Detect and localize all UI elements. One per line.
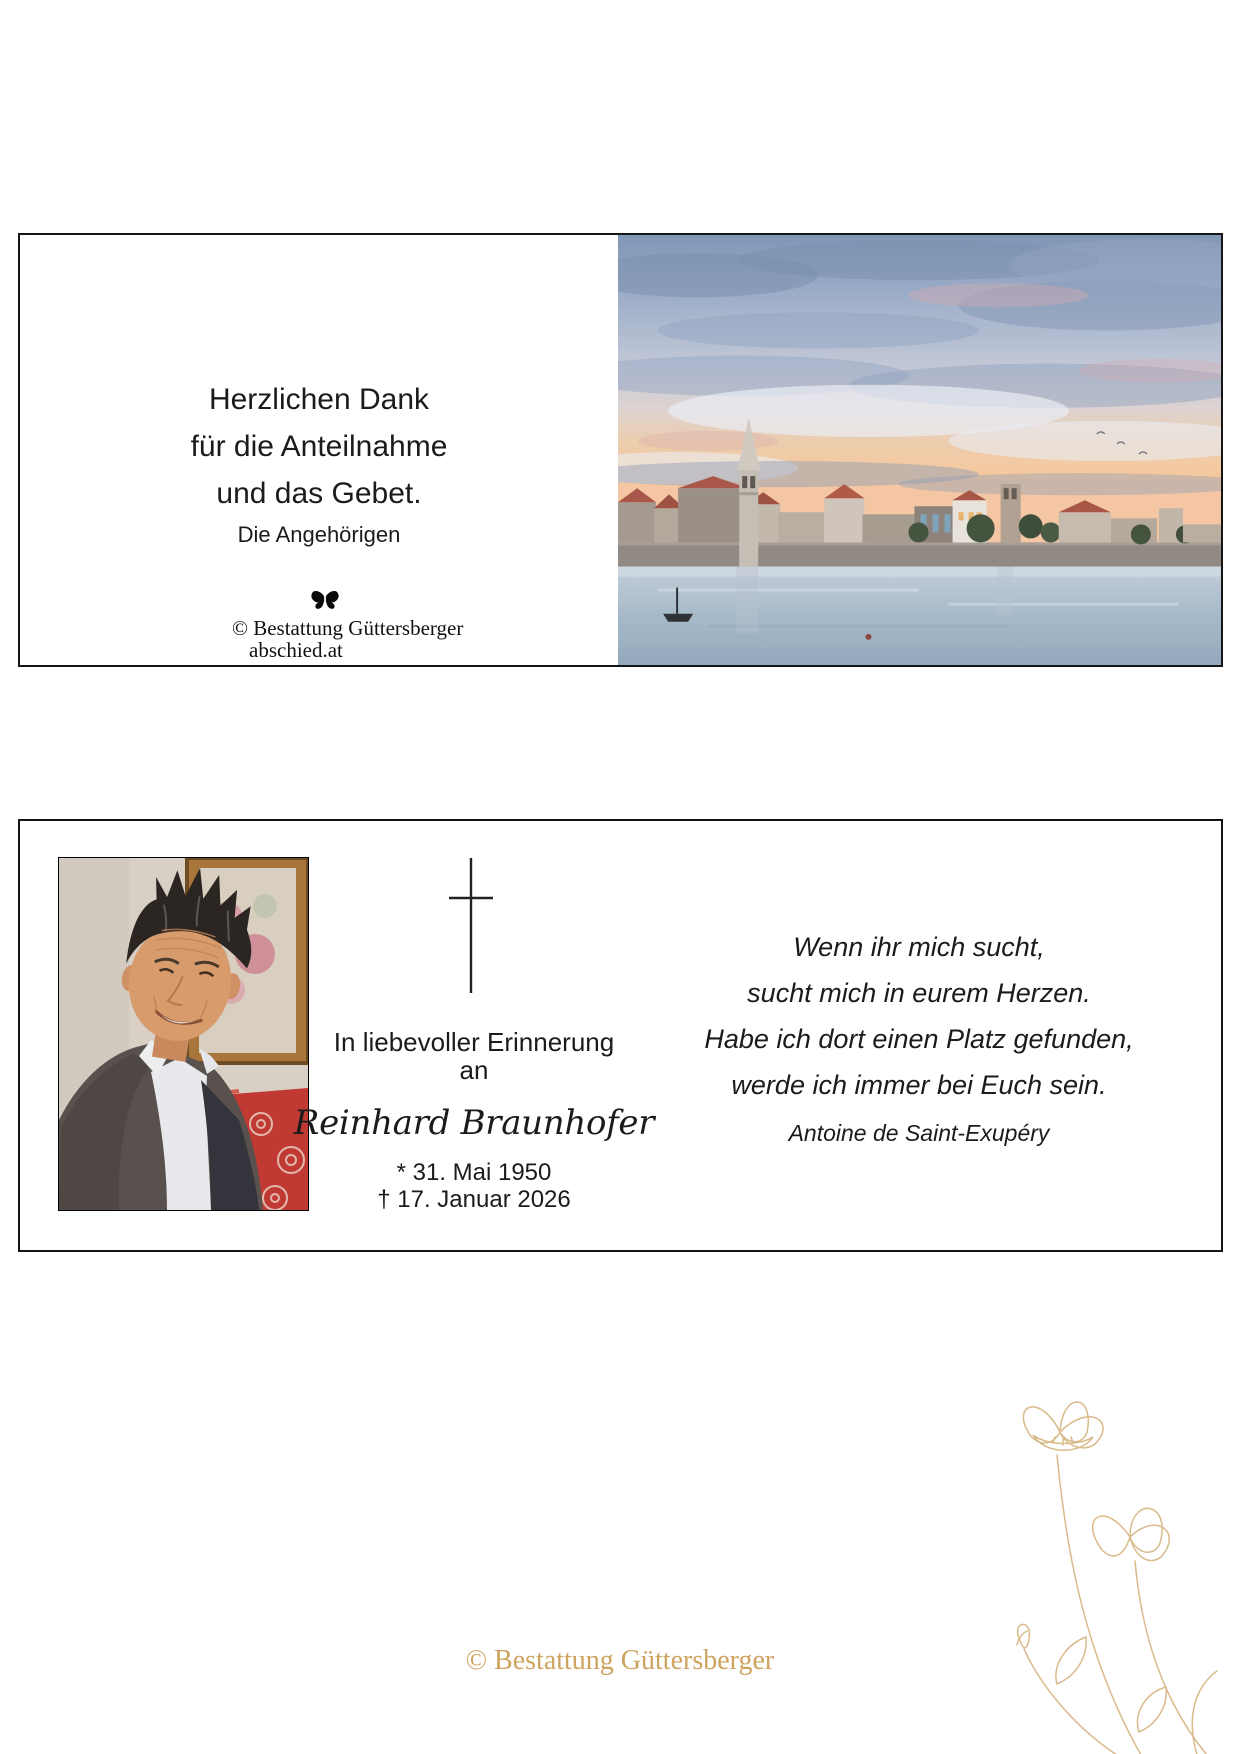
thank-you-card [18,233,1223,667]
quote-line: werde ich immer bei Euch sein. [731,1070,1107,1100]
funeral-home-credit-website: abschied.at [249,638,343,662]
thank-you-message [20,376,618,517]
birth-date: * 31. Mai 1950 [396,1159,552,1186]
memorial-quote [704,924,1133,1146]
memorial-intro-line: an [459,1055,489,1085]
memorial-intro-line: In liebevoller Erinnerung [333,1027,615,1057]
quote-line: sucht mich in eurem Herzen. [747,978,1091,1008]
life-dates [377,1159,571,1213]
funeral-home-credit-name: © Bestattung Güttersberger [232,616,464,640]
thank-you-line: für die Anteilnahme [190,430,448,463]
thank-you-line: und das Gebet. [216,477,422,510]
deceased-name: Reinhard Braunhofer [293,1103,655,1143]
thank-you-line: Herzlichen Dank [208,383,430,416]
quote-line: Wenn ihr mich sucht, [793,932,1045,962]
footer-funeral-home-credit: © Bestattung Güttersberger [465,1645,775,1676]
quote-line: Habe ich dort einen Platz gefunden, [704,1024,1134,1054]
memorial-intro [334,1028,614,1084]
thank-you-card-text-panel [20,235,618,665]
seaside-town-photo [618,235,1221,665]
death-date: † 17. Januar 2026 [377,1186,571,1213]
family-signature: Die Angehörigen [237,522,401,547]
quote-author: Antoine de Saint-Exupéry [788,1120,1050,1146]
memorial-card [18,819,1223,1252]
funeral-home-credit [232,617,463,661]
portrait-photo [58,857,309,1211]
latin-cross-icon [446,857,496,1000]
butterfly-icon [310,589,340,616]
poppy-flower-ornament-icon [945,1387,1240,1754]
